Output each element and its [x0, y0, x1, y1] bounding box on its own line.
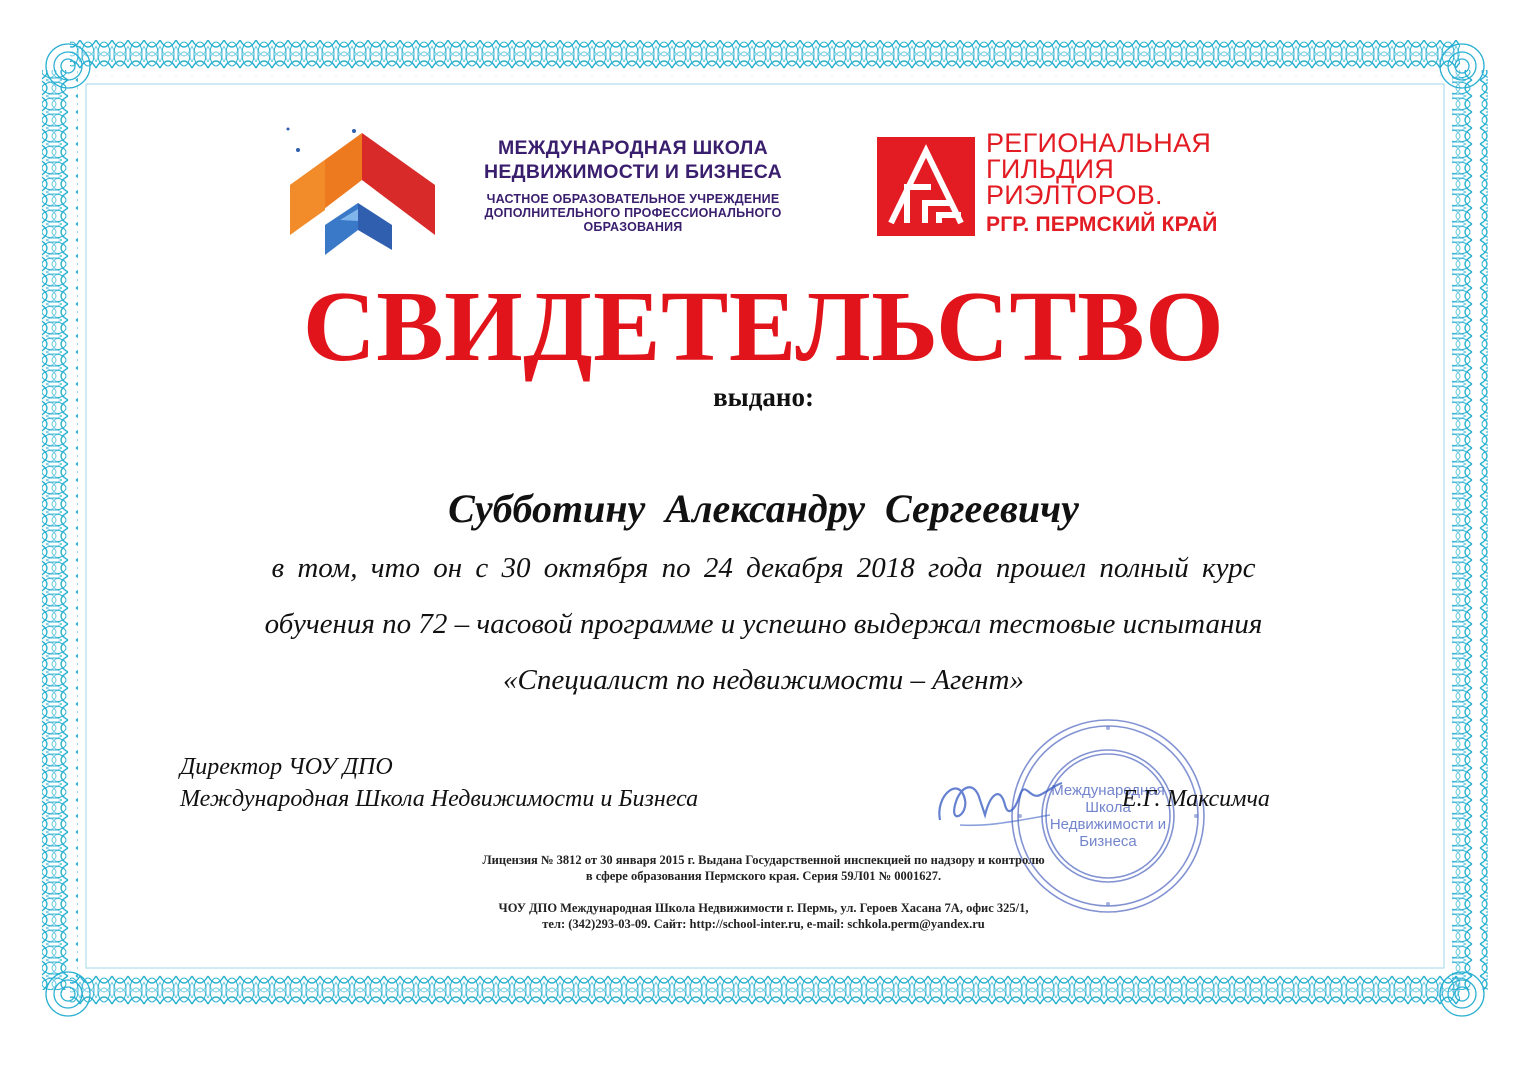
certificate-title: СВИДЕТЕЛЬСТВО: [302, 270, 1225, 382]
guild-line2: ГИЛЬДИЯ: [986, 154, 1115, 184]
director-name: Е.Г. Максимча: [1122, 786, 1270, 812]
guild-line3: РИЭЛТОРОВ.: [986, 180, 1163, 210]
stamp-center-text: Международная Школа Недвижимости и Бизнеса: [1049, 782, 1167, 850]
guild-line4: РГР. ПЕРМСКИЙ КРАЙ: [986, 213, 1218, 236]
recipient-name: Субботину Александру Сергеевичу: [448, 486, 1079, 531]
school-logo-icon: [280, 125, 445, 260]
footer-license-line1: Лицензия № 3812 от 30 января 2015 г. Выдана Государственной инспекцией по надзору и контролю: [482, 853, 1045, 867]
footer-address-line: ЧОУ ДПО Международная Школа Недвижимости г. Пермь, ул. Героев Хасана 7А, офис 325/1,: [498, 901, 1029, 915]
rgr-logo-icon: [877, 137, 975, 236]
school-sub-line3: ОБРАЗОВАНИЯ: [583, 220, 683, 234]
school-name-line2: НЕДВИЖИМОСТИ И БИЗНЕСА: [483, 161, 783, 183]
body-line-2: обучения по 72 – часовой программе и успешно выдержал тестовые испытания: [264, 608, 1263, 640]
guild-line1: РЕГИОНАЛЬНАЯ: [986, 128, 1212, 158]
director-title-line2: Международная Школа Недвижимости и Бизнеса: [180, 786, 699, 812]
director-title-line1: Директор ЧОУ ДПО: [180, 754, 393, 780]
body-line-1: в том, что он с 30 октября по 24 декабря 2018 года прошел полный курс: [271, 552, 1256, 584]
issued-label: выдано:: [713, 382, 814, 412]
body-line-3: «Специалист по недвижимости – Агент»: [503, 664, 1024, 696]
signature: [930, 765, 1070, 835]
school-name-line1: МЕЖДУНАРОДНАЯ ШКОЛА: [497, 137, 769, 159]
school-sub-line1: ЧАСТНОЕ ОБРАЗОВАТЕЛЬНОЕ УЧРЕЖДЕНИЕ: [486, 192, 780, 206]
guild-logo-text: [986, 130, 1218, 238]
footer-license-line2: в сфере образования Пермского края. Серия 59Л01 № 0001627.: [585, 869, 942, 883]
school-logo-text: [458, 136, 808, 234]
school-sub-line2: ДОПОЛНИТЕЛЬНОГО ПРОФЕССИОНАЛЬНОГО: [484, 206, 782, 220]
footer-contacts-line: тел: (342)293-03-09. Сайт: http://school-inter.ru, e-mail: schkola.perm@yandex.ru: [542, 917, 985, 931]
